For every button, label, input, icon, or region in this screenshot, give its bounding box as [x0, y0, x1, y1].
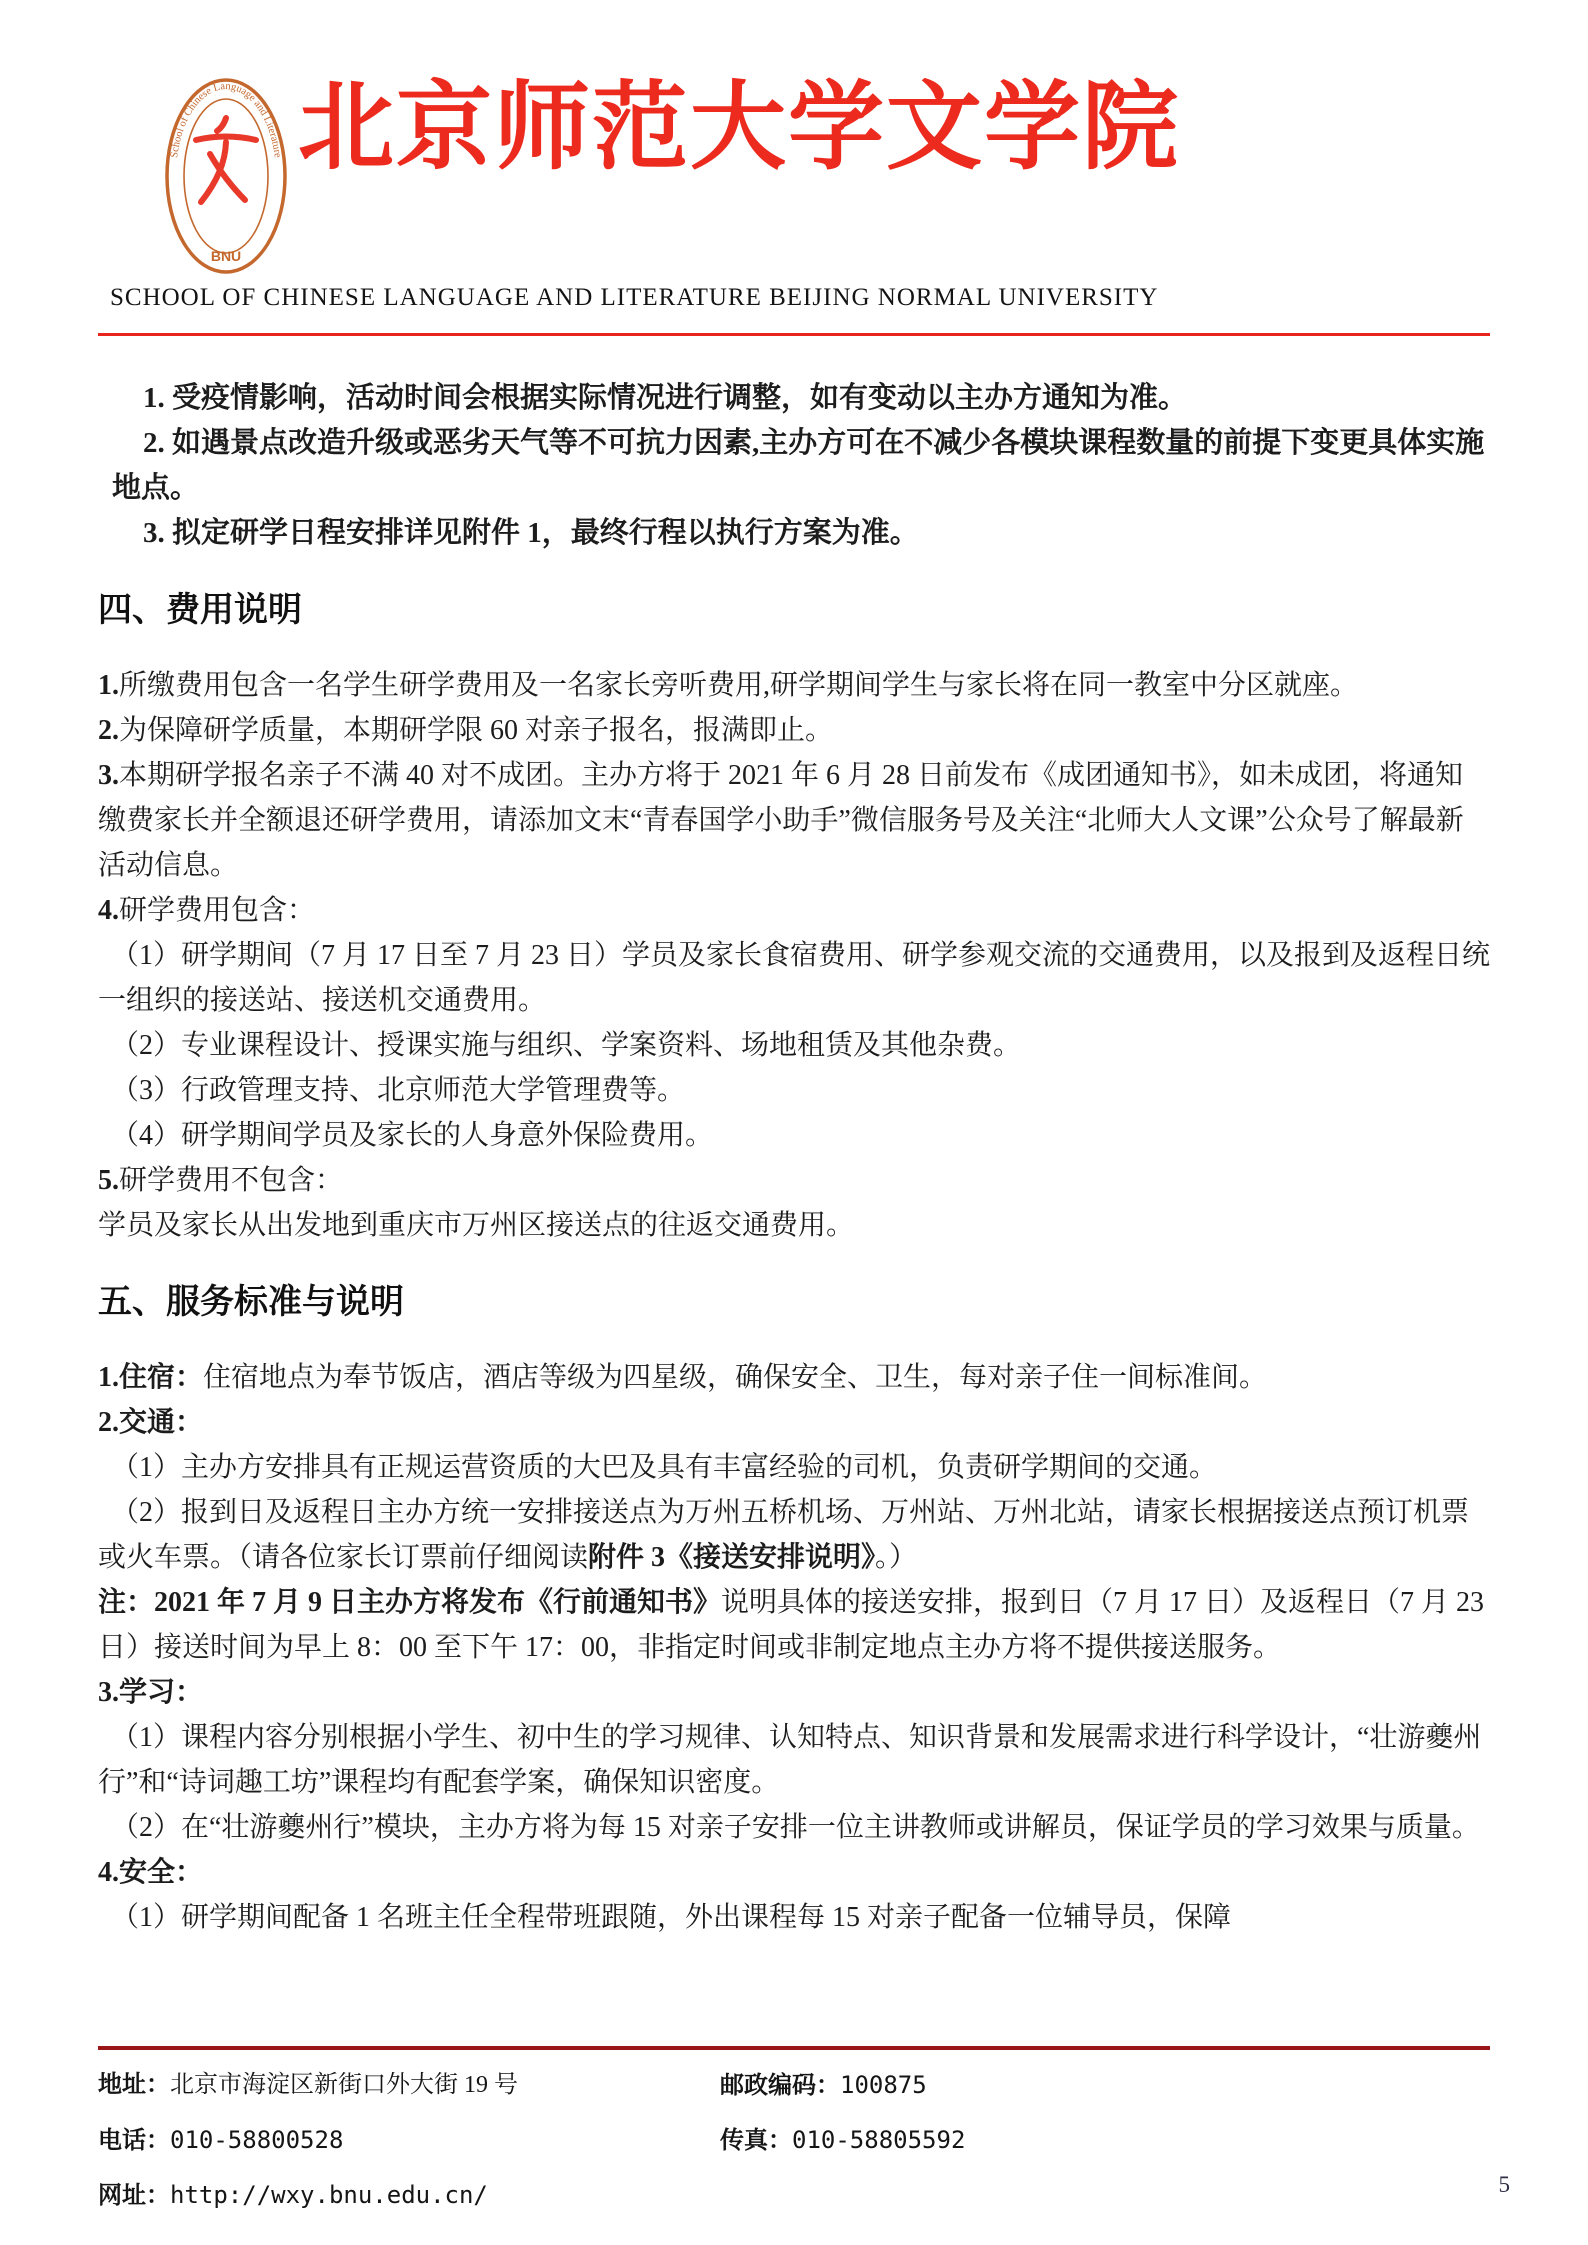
services-paragraph: 1.住宿：住宿地点为奉节饭店，酒店等级为四星级，确保安全、卫生，每对亲子住一间标准间。 — [98, 1362, 1268, 1393]
phone-label: 电话： — [98, 2128, 170, 2154]
svg-text:BNU: BNU — [210, 248, 242, 264]
note-item: 2. 如遇景点改造升级或恶劣天气等不可抗力因素,主办方可在不减少各模块课程数量的前提下变更具体实施地点。 — [112, 427, 1485, 504]
fees-paragraph: （4）研学期间学员及家长的人身意外保险费用。 — [111, 1120, 714, 1151]
fax-label: 传真： — [720, 2128, 792, 2154]
section-heading-services: 五、服务标准与说明 — [98, 1284, 404, 1321]
services-paragraph: （2）在“壮游夔州行”模块，主办方将为每 15 对亲子安排一位主讲教师或讲解员，保证学员的学习效果与质量。 — [111, 1812, 1480, 1843]
school-seal-logo — [164, 76, 288, 276]
notes-list — [98, 376, 1490, 556]
services-paragraph: （1）研学期间配备 1 名班主任全程带班跟随，外出课程每 15 对亲子配备一位辅导员，保障 — [111, 1902, 1232, 1933]
services-paragraph: 4.安全： — [98, 1857, 204, 1888]
note-item: 1. 受疫情影响，活动时间会根据实际情况进行调整，如有变动以主办方通知为准。 — [143, 382, 1188, 414]
address-value: 北京市海淀区新街口外大街 19 号 — [170, 2072, 518, 2098]
svg-text:School of Chinese Language and: School of Chinese Language and Literature — [169, 81, 283, 159]
school-name-chinese: 北京师范大学文学院 — [298, 74, 1180, 181]
school-name-english: SCHOOL OF CHINESE LANGUAGE AND LITERATURE BEIJING NORMAL UNIVERSITY — [110, 284, 1159, 311]
fees-paragraph: （2）专业课程设计、授课实施与组织、学案资料、场地租赁及其他杂费。 — [111, 1030, 1022, 1061]
footer-website — [98, 2180, 720, 2211]
footer-phone — [98, 2125, 720, 2156]
page-footer — [98, 2046, 1490, 2211]
seal-icon — [164, 76, 288, 276]
services-paragraph: 注：2021 年 7 月 9 日主办方将发布《行前通知书》说明具体的接送安排，报到日（7 月 17 日）及返程日（7 月 23 日）接送时间为早上 8：00 至下午 17：00，非指定时间或非制定地点主办方将不提供接送服务。 — [98, 1587, 1485, 1663]
services-paragraph: （1）课程内容分别根据小学生、初中生的学习规律、认知特点、知识背景和发展需求进行科学设计，“壮游夔州行”和“诗词趣工坊”课程均有配套学案，确保知识密度。 — [98, 1722, 1482, 1798]
section-heading-fees: 四、费用说明 — [98, 592, 302, 629]
footer-address — [98, 2070, 720, 2101]
fees-paragraph: 5.研学费用不包含： — [98, 1165, 344, 1196]
header-divider — [98, 333, 1490, 336]
document-body — [98, 352, 1490, 1940]
phone-value: 010-58800528 — [170, 2126, 344, 2154]
fees-paragraph: 1.所缴费用包含一名学生研学费用及一名家长旁听费用,研学期间学生与家长将在同一教室中分区就座。 — [98, 670, 1359, 701]
footer-fax — [720, 2125, 1490, 2156]
page-number: 5 — [1498, 2172, 1510, 2197]
website-label: 网址： — [98, 2183, 170, 2209]
note-item: 3. 拟定研学日程安排详见附件 1，最终行程以执行方案为准。 — [143, 517, 919, 549]
services-paragraph: 3.学习： — [98, 1677, 204, 1708]
fees-paragraph: 3.本期研学报名亲子不满 40 对不成团。主办方将于 2021 年 6 月 28 日前发布《成团通知书》，如未成团，将通知缴费家长并全额退还研学费用，请添加文末“青春国学小助手”微信服务号及关注“北师大人文课”公众号了解最新活动信息。 — [98, 760, 1464, 881]
services-paragraph: （2）报到日及返程日主办方统一安排接送点为万州五桥机场、万州站、万州北站，请家长根据接送点预订机票或火车票。（请各位家长订票前仔细阅读附件 3《接送安排说明》。） — [98, 1497, 1470, 1573]
fees-paragraph: 学员及家长从出发地到重庆市万州区接送点的往返交通费用。 — [98, 1210, 855, 1241]
postal-label: 邮政编码： — [720, 2073, 840, 2099]
fees-paragraph: （1）研学期间（7 月 17 日至 7 月 23 日）学员及家长食宿费用、研学参观交流的交通费用，以及报到及返程日统一组织的接送站、接送机交通费用。 — [98, 940, 1491, 1016]
services-paragraph: 2.交通： — [98, 1407, 204, 1438]
fees-paragraph: 2.为保障研学质量，本期研学限 60 对亲子报名，报满即止。 — [98, 715, 834, 746]
address-label: 地址： — [98, 2072, 170, 2098]
fees-section — [98, 663, 1490, 1248]
stylized-wen-glyph — [196, 118, 256, 202]
fax-value: 010-58805592 — [792, 2126, 966, 2154]
footer-postal-code — [720, 2070, 1490, 2101]
letterhead — [98, 0, 1490, 352]
fees-paragraph: 4.研学费用包含： — [98, 895, 316, 926]
services-section — [98, 1355, 1490, 1940]
fees-paragraph: （3）行政管理支持、北京师范大学管理费等。 — [111, 1075, 686, 1106]
postal-value: 100875 — [840, 2071, 927, 2099]
website-value: http://wxy.bnu.edu.cn/ — [170, 2181, 488, 2209]
services-paragraph: （1）主办方安排具有正规运营资质的大巴及具有丰富经验的司机，负责研学期间的交通。 — [111, 1452, 1218, 1483]
